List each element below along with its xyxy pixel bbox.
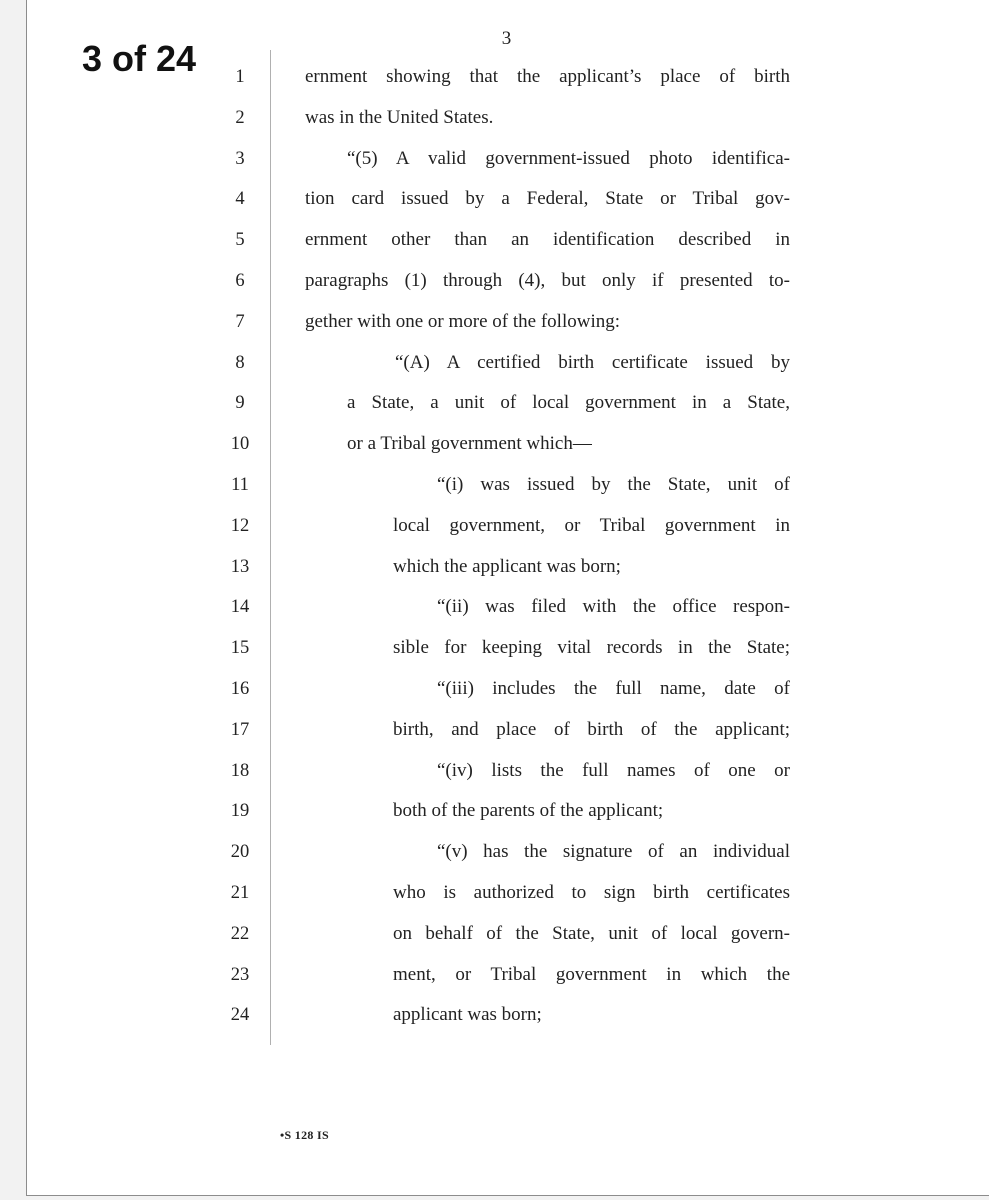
line-text: a State, a unit of local government in a State, <box>347 392 790 414</box>
line-text: which the applicant was born; <box>393 555 621 577</box>
line-number: 9 <box>235 393 245 414</box>
line-text: tion card issued by a Federal, State or Tribal gov- <box>305 188 790 210</box>
line-text: “(v) has the signature of an individual <box>437 841 790 863</box>
line-text: “(5) A valid government-issued photo identifica- <box>347 147 790 169</box>
line-number: 12 <box>230 515 250 536</box>
page-number: 3 <box>501 28 512 49</box>
line-number: 19 <box>230 801 250 822</box>
line-text: sible for keeping vital records in the State; <box>393 637 790 659</box>
line-number: 10 <box>230 434 250 455</box>
line-number: 11 <box>231 475 249 495</box>
line-text: local government, or Tribal government in <box>393 514 790 536</box>
line-number: 8 <box>235 352 245 373</box>
line-text: ernment other than an identification described in <box>305 229 790 251</box>
line-text: on behalf of the State, unit of local govern- <box>393 922 790 944</box>
line-text: birth, and place of birth of the applicant; <box>393 718 790 740</box>
page-counter: 3 of 24 <box>78 37 200 81</box>
line-text: “(A) A certified birth certificate issued by <box>395 351 790 373</box>
line-text: gether with one or more of the following: <box>305 310 621 332</box>
line-text: or a Tribal government which— <box>347 433 592 455</box>
line-number: 15 <box>230 638 250 659</box>
line-text: paragraphs (1) through (4), but only if presented to- <box>305 270 790 291</box>
line-text: “(i) was issued by the State, unit of <box>437 474 790 495</box>
line-text: applicant was born; <box>393 1004 542 1026</box>
line-text: who is authorized to sign birth certificates <box>393 882 790 903</box>
line-number: 23 <box>230 964 250 985</box>
line-number: 20 <box>230 842 250 863</box>
line-number: 13 <box>230 556 250 577</box>
line-number: 14 <box>230 597 250 618</box>
line-text: “(iii) includes the full name, date of <box>437 678 790 699</box>
line-number: 3 <box>235 148 245 169</box>
line-text: was in the United States. <box>305 106 494 128</box>
bill-identifier-footer: •S 128 IS <box>280 1128 329 1142</box>
line-number: 5 <box>235 230 245 251</box>
line-number: 6 <box>235 271 245 291</box>
line-text: “(iv) lists the full names of one or <box>437 759 790 781</box>
line-number: 2 <box>235 107 245 128</box>
line-number: 21 <box>230 883 250 903</box>
line-number: 4 <box>235 189 245 210</box>
line-text: ernment showing that the applicant’s place of birth <box>305 66 790 87</box>
line-number: 1 <box>235 67 245 87</box>
line-number: 24 <box>230 1005 250 1026</box>
line-text: ment, or Tribal government in which the <box>393 963 790 985</box>
line-number: 18 <box>230 760 250 781</box>
line-text: both of the parents of the applicant; <box>393 800 664 822</box>
line-number: 22 <box>230 923 250 944</box>
line-text: “(ii) was filed with the office respon- <box>437 596 790 618</box>
line-number: 16 <box>230 679 250 699</box>
line-number: 7 <box>235 311 245 332</box>
line-number: 17 <box>230 719 250 740</box>
